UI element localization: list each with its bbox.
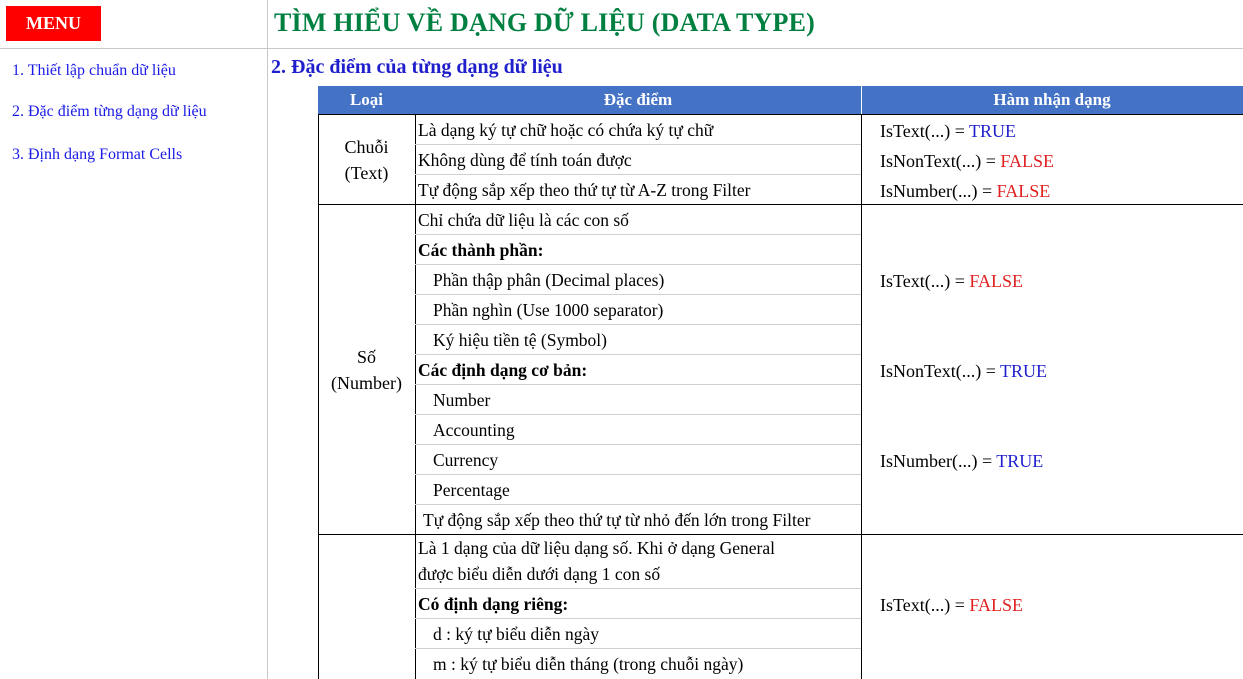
func-name: IsText(...) = <box>880 121 970 141</box>
date-feature: m : ký tự biểu diễn tháng (trong chuỗi ngày) <box>433 654 744 674</box>
type-text <box>318 134 415 186</box>
date-type-cell <box>318 534 416 679</box>
date-func-istext <box>880 595 1023 616</box>
type-number-en: (Number) <box>331 373 402 393</box>
header-functions: Hàm nhận dạng <box>861 86 1243 114</box>
sidebar-item-data-standard[interactable]: 1. Thiết lập chuẩn dữ liệu <box>12 62 176 79</box>
date-feature-heading: Có định dạng riêng: <box>418 594 569 614</box>
func-name: IsNumber(...) = <box>880 451 997 471</box>
func-name: IsText(...) = <box>880 271 970 291</box>
text-feature: Là dạng ký tự chữ hoặc có chứa ký tự chữ <box>418 120 714 140</box>
func-name: IsNumber(...) = <box>880 181 997 201</box>
type-number <box>318 344 415 396</box>
func-value: TRUE <box>996 451 1044 471</box>
func-name: IsNonText(...) = <box>880 151 1001 171</box>
func-value: TRUE <box>969 121 1017 141</box>
header-sep <box>861 86 862 114</box>
sidebar-item-format-cells[interactable]: 3. Định dạng Format Cells <box>12 146 183 163</box>
header-type: Loại <box>318 86 415 114</box>
text-feature: Không dùng để tính toán được <box>418 150 632 170</box>
text-func-isnumber <box>880 181 1050 202</box>
func-value: FALSE <box>969 595 1024 615</box>
number-feature: Chỉ chứa dữ liệu là các con số <box>418 210 629 230</box>
number-feature: Phần nghìn (Use 1000 separator) <box>433 300 664 320</box>
number-func-isnumber <box>880 451 1043 472</box>
date-feature: Là 1 dạng của dữ liệu dạng số. Khi ở dạng General <box>418 538 775 558</box>
number-feature: Phần thập phân (Decimal places) <box>433 270 665 290</box>
text-feature: Tự động sắp xếp theo thứ tự từ A-Z trong Filter <box>418 180 751 200</box>
number-feature: Percentage <box>433 480 510 500</box>
date-feature: d : ký tự biểu diễn ngày <box>433 624 599 644</box>
header-divider <box>0 48 1243 49</box>
number-feature: Currency <box>433 450 499 470</box>
func-name: IsText(...) = <box>880 595 970 615</box>
sidebar-divider <box>267 0 268 679</box>
func-value: FALSE <box>1000 151 1055 171</box>
number-feature-heading: Các định dạng cơ bản: <box>418 360 588 380</box>
date-feature: được biểu diễn dưới dạng 1 con số <box>418 564 661 584</box>
number-func-isnontext <box>880 361 1047 382</box>
header-features: Đặc điểm <box>415 86 861 114</box>
func-value: FALSE <box>969 271 1024 291</box>
number-feature: Number <box>433 390 491 410</box>
type-text-name: Chuỗi <box>344 137 389 157</box>
text-func-istext <box>880 121 1016 142</box>
page-title: TÌM HIỂU VỀ DẠNG DỮ LIỆU (DATA TYPE) <box>274 8 815 37</box>
func-value: FALSE <box>996 181 1051 201</box>
type-number-name: Số <box>356 347 376 367</box>
func-name: IsNonText(...) = <box>880 361 1001 381</box>
type-text-en: (Text) <box>344 163 389 183</box>
number-feature-heading: Các thành phần: <box>418 240 544 260</box>
number-func-istext <box>880 271 1023 292</box>
text-func-isnontext <box>880 151 1054 172</box>
number-feature: Accounting <box>433 420 515 440</box>
number-feature: Ký hiệu tiền tệ (Symbol) <box>433 330 608 350</box>
sidebar-item-data-type-features[interactable]: 2. Đặc điểm từng dạng dữ liệu <box>12 103 207 120</box>
section-title: 2. Đặc điểm của từng dạng dữ liệu <box>271 56 563 78</box>
menu-button[interactable]: MENU <box>6 6 101 41</box>
number-feature: Tự động sắp xếp theo thứ tự từ nhỏ đến lớn trong Filter <box>423 510 811 530</box>
func-value: TRUE <box>1000 361 1048 381</box>
